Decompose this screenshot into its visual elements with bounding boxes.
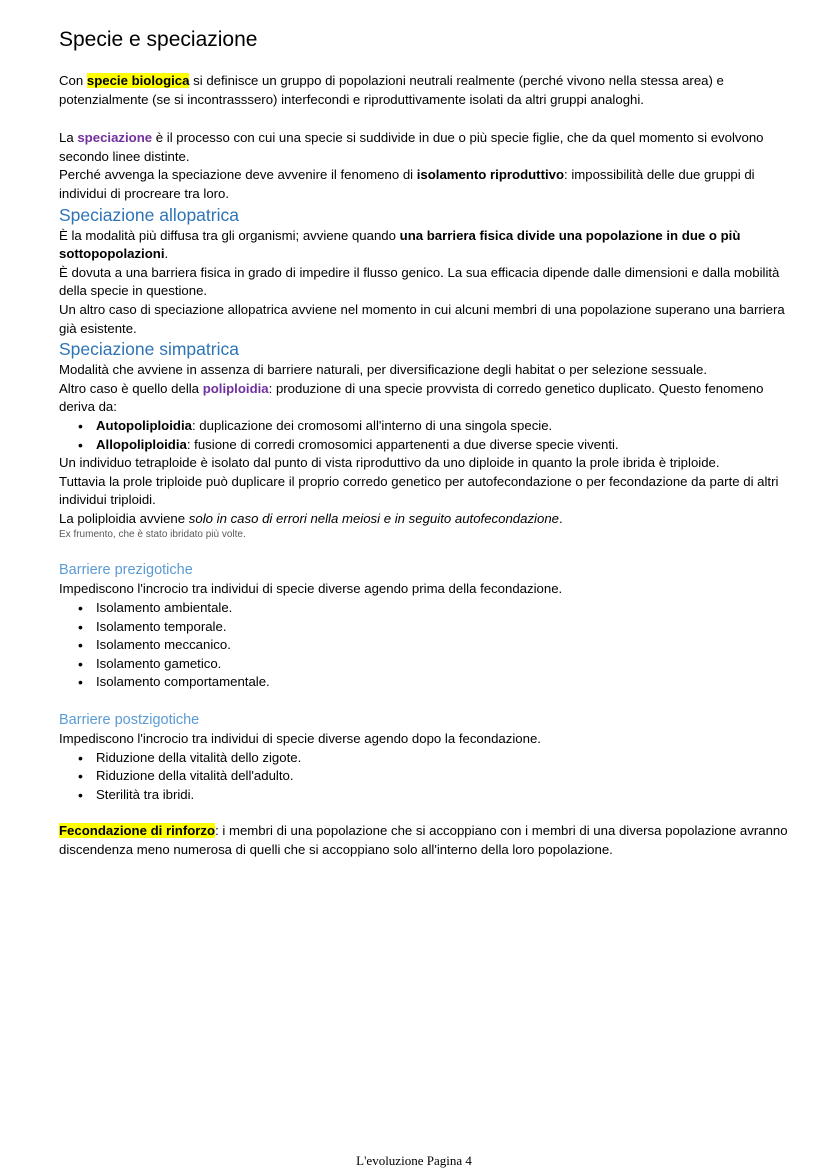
heading-simpatrica: Speciazione simpatrica <box>59 339 239 360</box>
list-item: • Sterilità tra ibridi. <box>96 786 799 805</box>
postzigotiche-intro: Impediscono l'incrocio tra individui di specie diverse agendo dopo la fecondazione. <box>59 731 541 747</box>
page-footer: L'evoluzione Pagina 4 <box>356 1153 472 1168</box>
term-poliploidia: poliploidia <box>202 380 269 396</box>
list-item: • Isolamento ambientale. <box>96 599 799 618</box>
term-speciazione: speciazione <box>77 130 153 146</box>
page-title: Specie e speciazione <box>59 28 258 51</box>
page-content <box>59 26 799 860</box>
simpatrica-p2: Altro caso è quello della poliploidia: produzione di una specie provvista di corredo genetico duplicato. Questo fenomeno deriva da: <box>59 380 764 415</box>
rinforzo-paragraph: Fecondazione di rinforzo: i membri di una popolazione che si accoppiano con i membri di una diversa popolazione avranno discendenza meno numerosa di quelli che si accoppiano solo all'interno della loro popolazione. <box>59 823 788 857</box>
example-note: Ex frumento, che è stato ibridato più volte. <box>59 529 246 541</box>
list-item: • Isolamento temporale. <box>96 618 799 637</box>
allopatrica-p1: È la modalità più diffusa tra gli organismi; avviene quando una barriera fisica divide una popolazione in due o più sottopopolazioni. <box>59 227 741 262</box>
allopatrica-p2: È dovuta a una barriera fisica in grado di impedire il flusso genico. La sua efficacia dipende dalle dimensioni e dalla mobilità della specie in questione. <box>59 264 780 299</box>
simpatrica-p1: Modalità che avviene in assenza di barriere naturali, per diversificazione degli habitat o per selezione sessuale. <box>59 362 708 378</box>
list-item: • Riduzione della vitalità dell'adulto. <box>96 767 799 786</box>
intro-paragraph: Con specie biologica si definisce un gruppo di popolazioni neutrali realmente (perché vivono nella stessa area) e potenzialmente (se si incontrasssero) interfecondi e riproduttivamente isolati da altri gruppi analoghi. <box>59 73 724 107</box>
list-item: • Isolamento meccanico. <box>96 636 799 655</box>
list-item: • Autopoliploidia: duplicazione dei cromosomi all'interno di una singola specie. <box>96 417 799 436</box>
heading-postzigotiche: Barriere postzigotiche <box>59 712 200 729</box>
prezigotiche-list <box>59 599 799 692</box>
simpatrica-p3: Un individuo tetraploide è isolato dal punto di vista riproduttivo da uno diploide in quanto la prole ibrida è triploide. <box>59 455 720 471</box>
poliploidia-list <box>59 417 799 454</box>
heading-prezigotiche: Barriere prezigotiche <box>59 562 193 579</box>
isolamento-paragraph: Perché avvenga la speciazione deve avvenire il fenomeno di isolamento riproduttivo: impossibilità delle due gruppi di individui di procreare tra loro. <box>59 167 755 201</box>
highlight-fecondazione-rinforzo: Fecondazione di rinforzo <box>59 823 216 839</box>
simpatrica-p5: La poliploidia avviene solo in caso di errori nella meiosi e in seguito autofecondazione. <box>59 510 563 526</box>
list-item: • Isolamento comportamentale. <box>96 673 799 692</box>
list-item: • Isolamento gametico. <box>96 655 799 674</box>
list-item: • Allopoliploidia: fusione di corredi cromosomici appartenenti a due diverse specie viventi. <box>96 436 799 455</box>
postzigotiche-list <box>59 749 799 805</box>
list-item: • Riduzione della vitalità dello zigote. <box>96 749 799 768</box>
prezigotiche-intro: Impediscono l'incrocio tra individui di specie diverse agendo prima della fecondazione. <box>59 581 563 597</box>
heading-allopatrica: Speciazione allopatrica <box>59 204 239 225</box>
allopatrica-p3: Un altro caso di speciazione allopatrica avviene nel momento in cui alcuni membri di una popolazione superano una barriera già esistente. <box>59 301 785 336</box>
highlight-specie-biologica: specie biologica <box>86 73 190 88</box>
speciazione-paragraph: La speciazione è il processo con cui una specie si suddivide in due o più specie figlie, che da quel momento si evolvono secondo linee distinte. <box>59 130 764 164</box>
simpatrica-p4: Tuttavia la prole triploide può duplicare il proprio corredo genetico per autofecondazione o per fecondazione da parte di altri individui triploidi. <box>59 473 779 508</box>
